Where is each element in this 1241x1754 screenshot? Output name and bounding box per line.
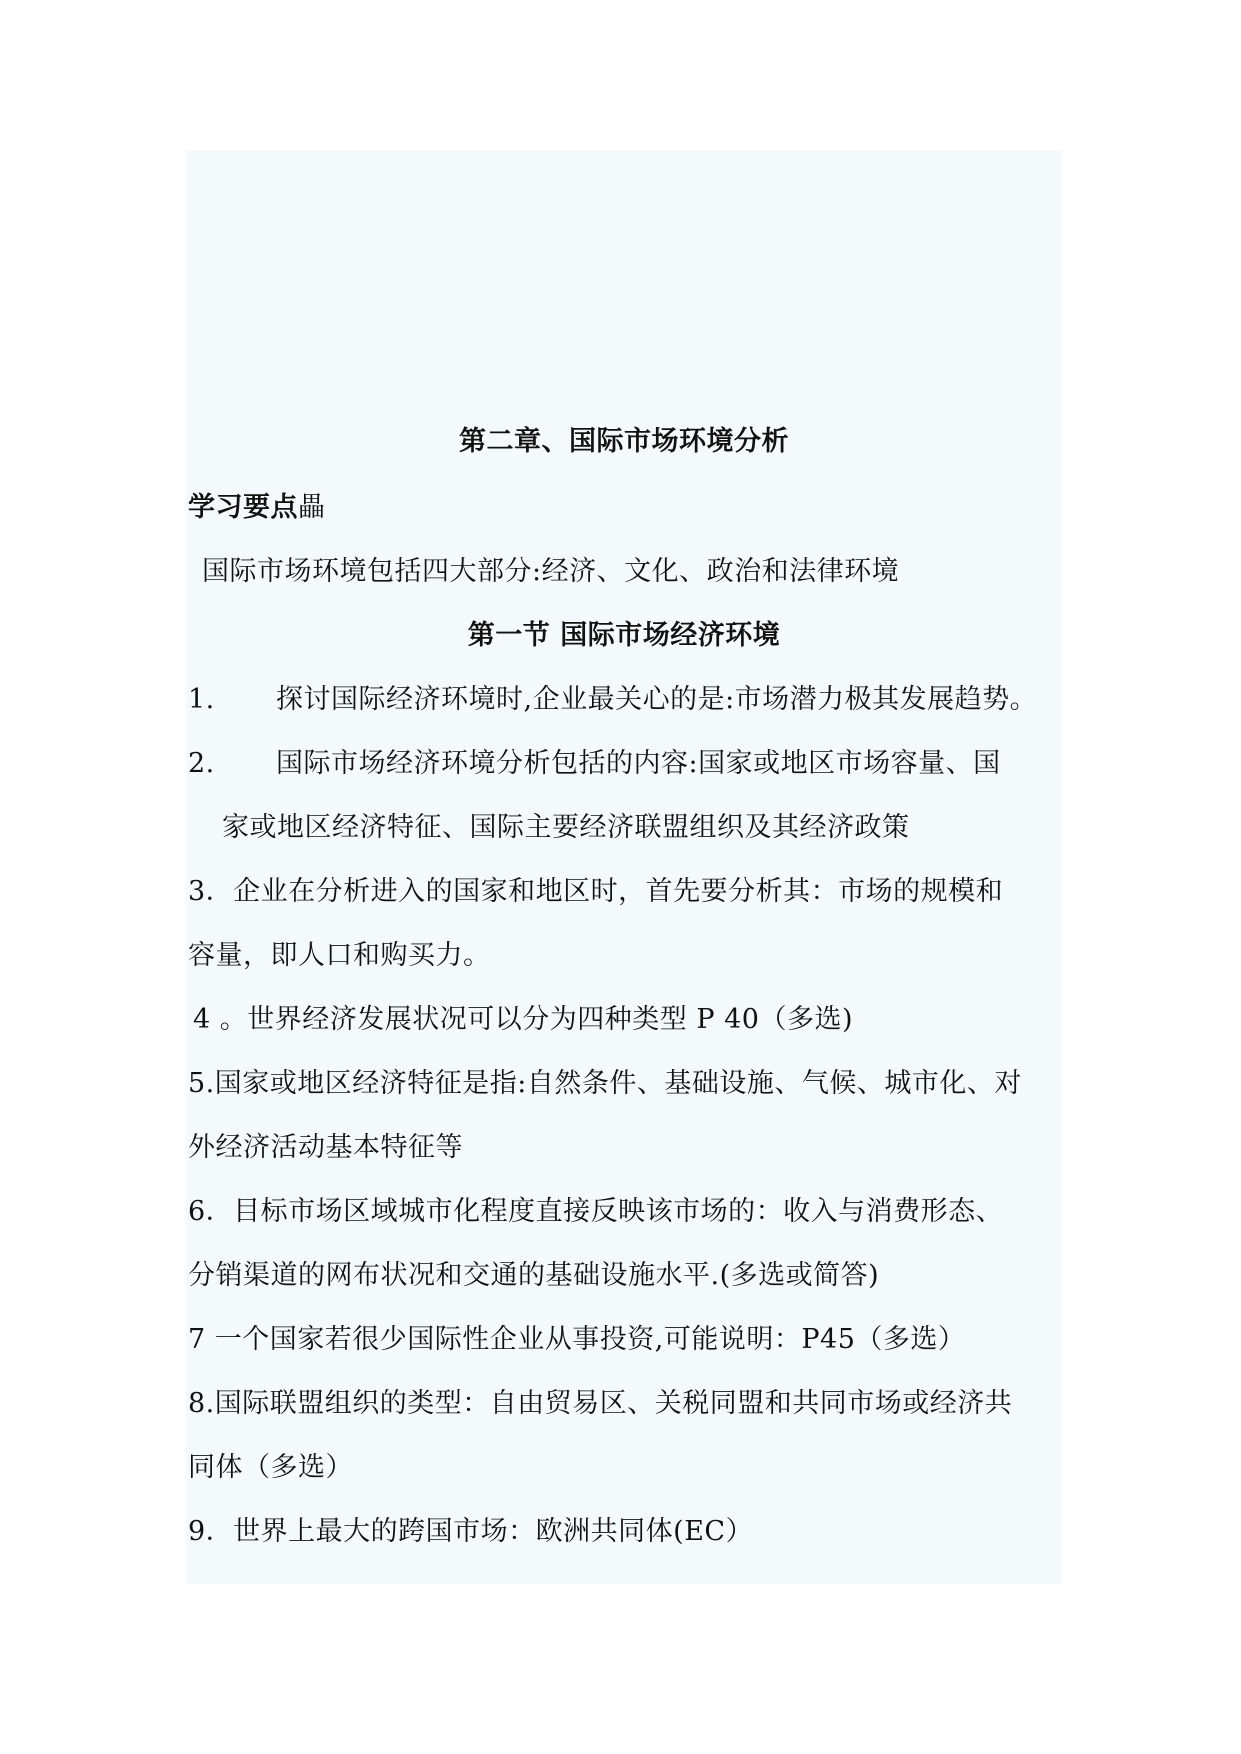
study-points-glyph: 畾	[298, 492, 326, 523]
list-item-2	[188, 747, 1001, 781]
list-item-number: 1.	[188, 684, 215, 715]
list-item-1	[188, 683, 1037, 717]
list-item-9: 9．世界上最大的跨国市场：欧洲共同体(EC）	[188, 1516, 754, 1547]
list-item-text: 探讨国际经济环境时,企业最关心的是:市场潜力极其发展趋势。	[276, 684, 1038, 715]
list-item-3-continuation: 容量，即人口和购买力。	[188, 940, 491, 971]
list-item-2-continuation: 家或地区经济特征、国际主要经济联盟组织及其经济政策	[222, 812, 910, 843]
list-item-8: 8.国际联盟组织的类型：自由贸易区、关税同盟和共同市场或经济共	[188, 1388, 1013, 1419]
study-points-label: 学习要点	[188, 492, 298, 523]
list-item-number: 2.	[188, 748, 215, 779]
chapter-title: 第二章、国际市场环境分析	[459, 426, 789, 457]
list-item-7: 7 一个国家若很少国际性企业从事投资,可能说明：P45（多选）	[188, 1324, 966, 1355]
section-title: 第一节 国际市场经济环境	[467, 620, 781, 651]
list-item-8-continuation: 同体（多选）	[188, 1452, 353, 1483]
study-points-heading	[188, 491, 326, 525]
list-item-6-continuation: 分销渠道的网布状况和交通的基础设施水平.(多选或简答)	[188, 1260, 880, 1291]
list-item-4: 4 。世界经济发展状况可以分为四种类型 P 40（多选)	[193, 1004, 853, 1035]
list-item-5: 5.国家或地区经济特征是指:自然条件、基础设施、气候、城市化、对	[188, 1068, 1022, 1099]
study-points-summary: 国际市场环境包括四大部分:经济、文化、政治和法律环境	[202, 556, 900, 587]
list-item-3: 3．企业在分析进入的国家和地区时，首先要分析其：市场的规模和	[188, 876, 1004, 907]
list-item-text: 国际市场经济环境分析包括的内容:国家或地区市场容量、国	[276, 748, 1001, 779]
list-item-6: 6．目标市场区域城市化程度直接反映该市场的：收入与消费形态、	[188, 1196, 1004, 1227]
content-background	[186, 150, 1062, 1584]
list-item-5-continuation: 外经济活动基本特征等	[188, 1132, 463, 1163]
